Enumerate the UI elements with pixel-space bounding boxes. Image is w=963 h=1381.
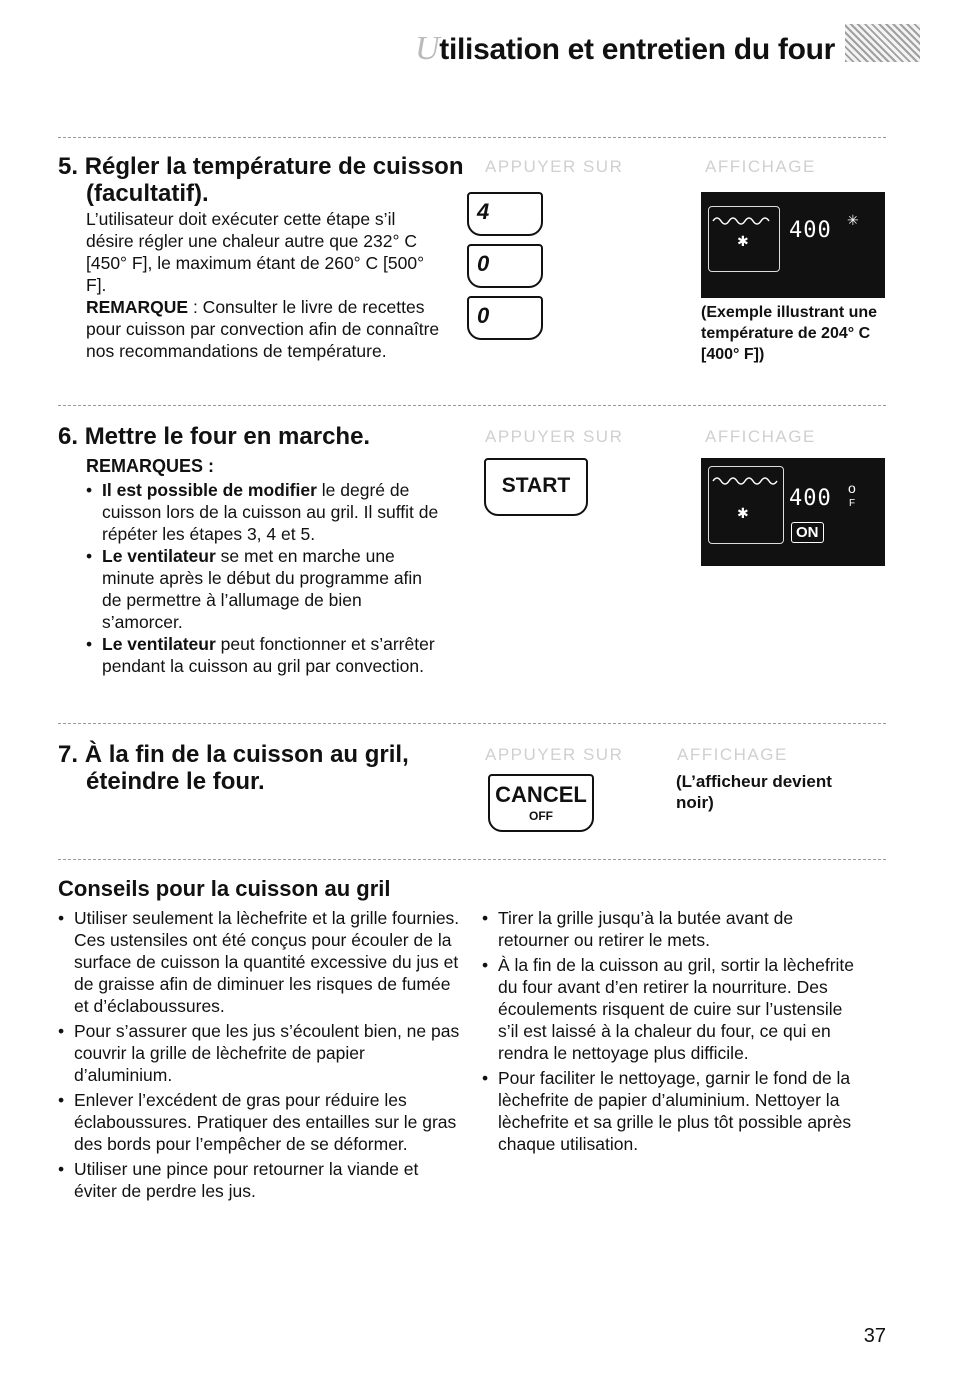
step7-display-label: AFFICHAGE [677, 745, 788, 764]
key-4-button[interactable]: 4 [467, 192, 543, 236]
bullet-text: peut fonctionner et s’arrêter pendant la cuisson au gril par convection. [102, 634, 435, 676]
step6-display-reading: 400 [789, 486, 832, 511]
step5-number: 5. [58, 153, 79, 180]
step5-heading-line2: (facultatif). [86, 180, 209, 207]
list-item: • Tirer la grille jusqu’à la butée avant de retourner ou retirer le mets. [482, 907, 867, 951]
header-pattern-decoration [845, 24, 920, 62]
page-title [0, 30, 835, 68]
list-item: • Enlever l’excédent de gras pour réduire les éclaboussures. Pratiquer des entailles sur le gras des bords pour l’empêcher de se déformer. [58, 1089, 463, 1155]
step5-text: L’utilisateur doit exécuter cette étape s’il désire régler une chaleur autre que 232° C [450° F], le maximum étant de 260° C [500° F]. [86, 209, 425, 295]
list-item: • Utiliser seulement la lèchefrite et la grille fournies. Ces ustensiles ont été conçus pour écouler de la surface de cuisson la quantité excessive du jus et de graisse afin de diminuer les risques de fumée et d’éclaboussures. [58, 907, 463, 1017]
divider [58, 405, 886, 406]
step7-heading-line1: À la fin de la cuisson au gril, [84, 741, 409, 768]
step5-remark [86, 296, 446, 362]
bullet-bold: Le ventilateur [102, 546, 216, 566]
off-label: OFF [529, 809, 553, 823]
cancel-label: CANCEL [495, 782, 587, 807]
title-text: tilisation et entretien du four [439, 33, 835, 66]
bullet-bold: Il est possible de modifier [102, 480, 317, 500]
bullet-bold: Le ventilateur [102, 634, 216, 654]
flashing-indicator-icon: ✳ [847, 212, 859, 228]
step6-number: 6. [58, 423, 79, 450]
tips-heading: Conseils pour la cuisson au gril [58, 876, 391, 901]
step5-heading [58, 153, 463, 180]
list-item [86, 479, 446, 545]
step5-heading-line1: Régler la température de cuisson [84, 153, 464, 180]
fan-icon: ✱ [737, 233, 749, 249]
cancel-button[interactable] [488, 774, 594, 832]
step5-oven-display [701, 192, 885, 298]
step5-remark-label: REMARQUE [86, 297, 189, 317]
divider [58, 723, 886, 724]
divider [58, 137, 886, 138]
list-item: • Pour faciliter le nettoyage, garnir le fond de la lèchefrite de papier d’aluminium. Nettoyer la lèchefrite et sa grille le plus tôt possible après chaque utilisation. [482, 1067, 867, 1155]
step7-display-caption: (L’afficheur devient noir) [676, 772, 832, 812]
key-0-button[interactable]: 0 [467, 244, 543, 288]
list-item: • À la fin de la cuisson au gril, sortir la lèchefrite du four avant d’en retirer la nourriture. Des écoulements risquent de cuire sur l’ustensile s’il est laissé à la chaleur du four, ce qui en rendra le nettoyage plus difficile. [482, 954, 867, 1064]
bullet-text: se met en marche une minute après le début du programme afin de permettre à l’allumage de bien s’amorcer. [102, 546, 423, 632]
step5-display-reading: 400 [789, 218, 832, 243]
step5-body [86, 208, 446, 362]
display-window [708, 466, 784, 544]
key-0-second-button[interactable]: 0 [467, 296, 543, 340]
step6-heading-text: Mettre le four en marche. [84, 423, 371, 450]
list-item [86, 633, 446, 677]
step5-display-caption: (Exemple illustrant une température de 204° C [400° F]) [701, 304, 878, 363]
display-unit-degree: o [848, 480, 856, 496]
tips-right-column [482, 907, 867, 1158]
bullet-text: le degré de cuisson lors de la cuisson au gril. Il suffit de répéter les étapes 3, 4 et 5. [102, 480, 439, 544]
heat-waves-icon [709, 467, 783, 507]
step6-press-label: APPUYER SUR [485, 427, 624, 446]
step5-remark-text: : Consulter le livre de recettes pour cuisson par convection afin de connaître nos recommandations de température. [86, 297, 440, 361]
page-number: 37 [863, 1325, 886, 1347]
display-window [708, 206, 780, 272]
list-item [86, 545, 446, 633]
divider [58, 859, 886, 860]
step5-press-label: APPUYER SUR [485, 157, 624, 176]
step5-display-label: AFFICHAGE [705, 157, 816, 176]
on-indicator: ON [791, 522, 824, 543]
step6-display-label: AFFICHAGE [705, 427, 816, 446]
step6-remarks-label: REMARQUES : [86, 456, 215, 476]
step7-heading-line2: éteindre le four. [86, 768, 265, 795]
display-unit-f: F [849, 498, 856, 509]
step7-heading [58, 741, 409, 768]
step6-oven-display [701, 458, 885, 566]
step6-heading [58, 423, 370, 450]
step7-press-label: APPUYER SUR [485, 745, 624, 764]
list-item: • Pour s’assurer que les jus s’écoulent bien, ne pas couvrir la grille de lèchefrite de papier d’aluminium. [58, 1020, 463, 1086]
start-button[interactable]: START [484, 458, 588, 516]
fan-icon: ✱ [737, 505, 749, 521]
step6-bullets [86, 479, 446, 677]
step7-number: 7. [58, 741, 79, 768]
title-initial: U [415, 30, 440, 67]
list-item: • Utiliser une pince pour retourner la viande et éviter de perdre les jus. [58, 1158, 463, 1202]
tips-left-column [58, 907, 463, 1205]
